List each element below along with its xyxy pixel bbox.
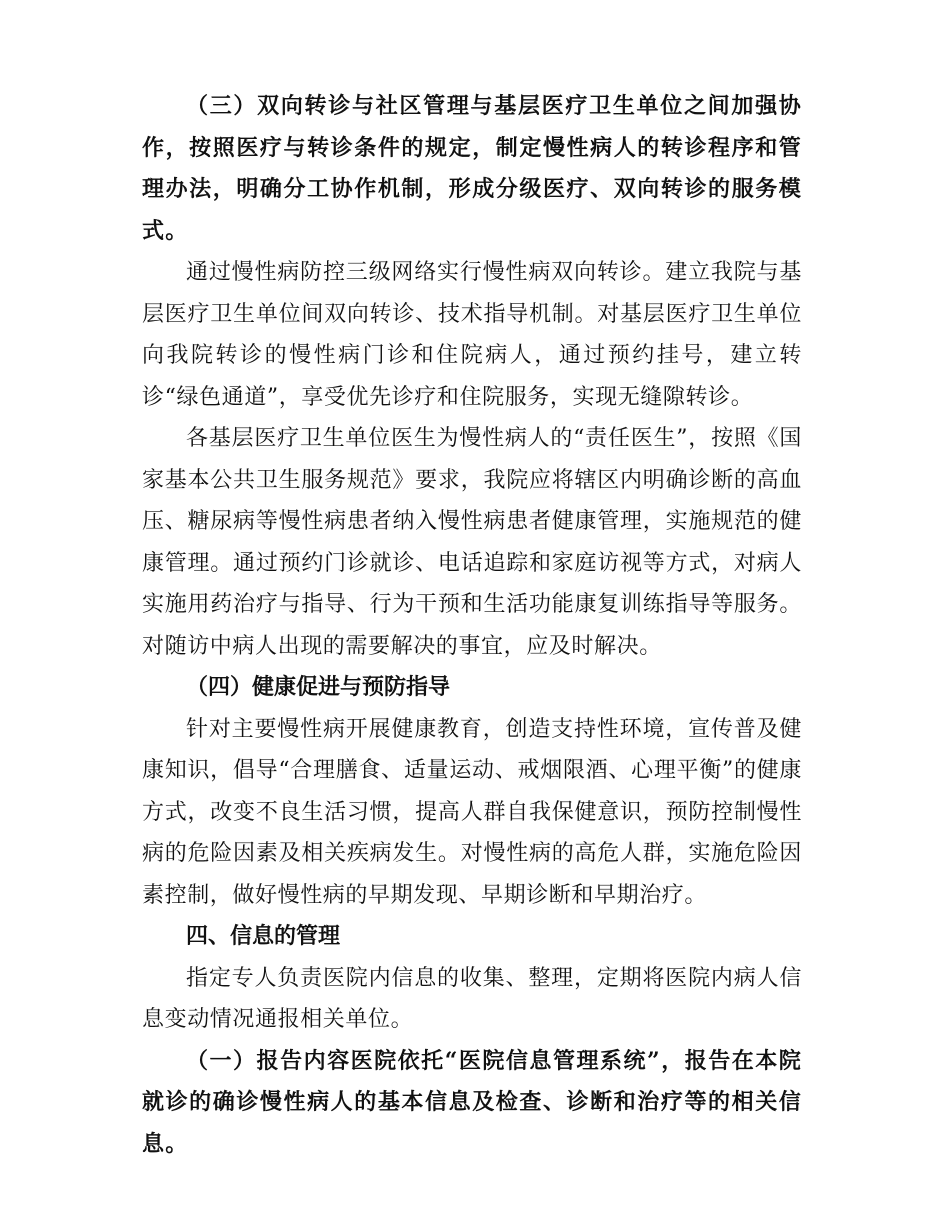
paragraph-information-collection: 指定专人负责医院内信息的收集、整理，定期将医院内病人信息变动情况通报相关单位。 [142, 965, 802, 1032]
section-heading-information-management: 四、信息的管理 [186, 923, 341, 949]
section-heading-four-health-promotion: （四）健康促进与预防指导 [186, 674, 451, 700]
document-body [142, 86, 802, 1165]
section-heading-three-two-way-referral: （三）双向转诊与社区管理与基层医疗卫生单位之间加强协作，按照医疗与转诊条件的规定，制定慢性病人的转诊程序和管理办法，明确分工协作机制，形成分级医疗、双向转诊的服务模式。 [142, 93, 802, 244]
section-heading-one-report-content: （一）报告内容医院依托“医院信息管理系统”，报告在本院就诊的确诊慢性病人的基本信息及检查、诊断和治疗等的相关信息。 [142, 1047, 802, 1157]
paragraph-referral-network: 通过慢性病防控三级网络实行慢性病双向转诊。建立我院与基层医疗卫生单位间双向转诊、技术指导机制。对基层医疗卫生单位向我院转诊的慢性病门诊和住院病人，通过预约挂号，建立转诊“绿色通道”，享受优先诊疗和住院服务，实现无缝隙转诊。 [142, 260, 802, 410]
paragraph-health-education: 针对主要慢性病开展健康教育，创造支持性环境，宣传普及健康知识，倡导“合理膳食、适量运动、戒烟限酒、心理平衡”的健康方式，改变不良生活习惯，提高人群自我保健意识，预防控制慢性病的危险因素及相关疾病发生。对慢性病的高危人群，实施危险因素控制，做好慢性病的早期发现、早期诊断和早期治疗。 [142, 716, 802, 908]
paragraph-responsible-doctor: 各基层医疗卫生单位医生为慢性病人的“责任医生”，按照《国家基本公共卫生服务规范》要求，我院应将辖区内明确诊断的高血压、糖尿病等慢性病患者纳入慢性病患者健康管理，实施规范的健康管理。通过预约门诊就诊、电话追踪和家庭访视等方式，对病人实施用药治疗与指导、行为干预和生活功能康复训练指导等服务。对随访中病人出现的需要解决的事宜，应及时解决。 [142, 426, 802, 659]
